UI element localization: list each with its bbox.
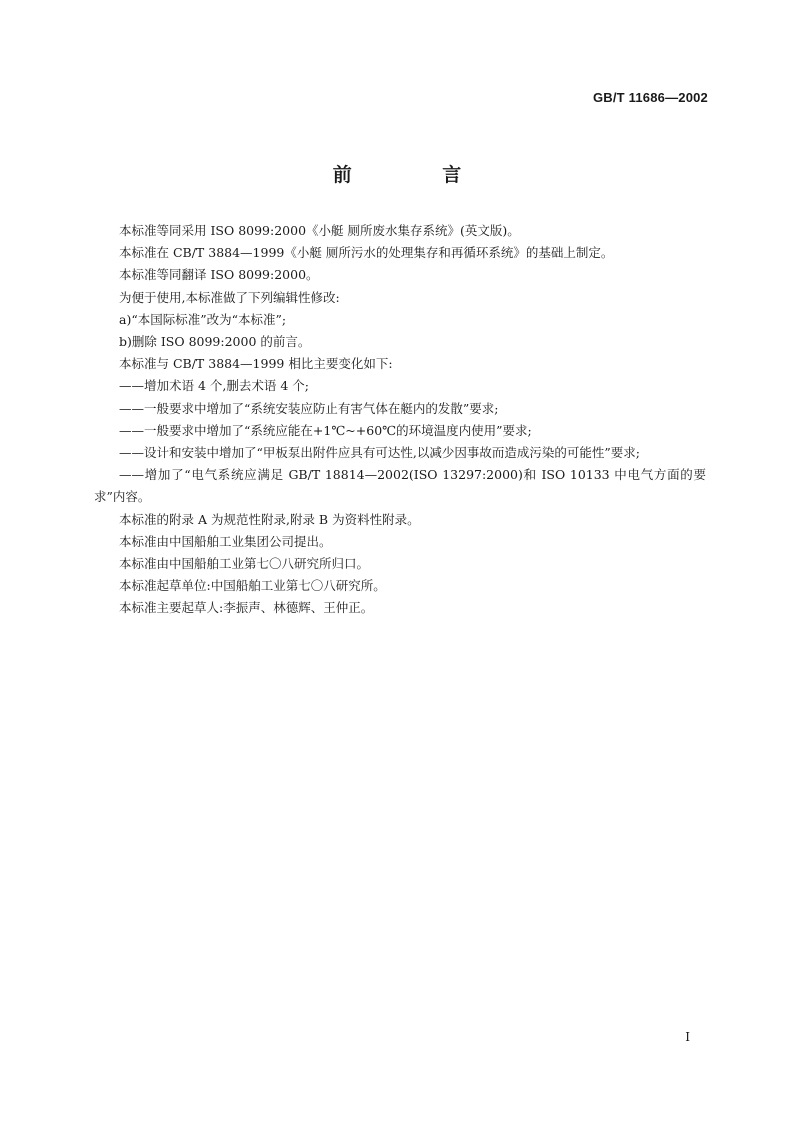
paragraph: 本标准等同翻译 ISO 8099:2000。 — [119, 267, 319, 283]
paragraph: 本标准在 CB/T 3884—1999《小艇 厕所污水的处理集存和再循环系统》的基础上制定。 — [119, 245, 614, 261]
list-item: ——增加了“电气系统应满足 GB/T 18814—2002(ISO 13297:2000)和 ISO 10133 中电气方面的要求”内容。 — [94, 467, 706, 505]
paragraph: 为便于使用,本标准做了下列编辑性修改: — [119, 289, 340, 305]
list-item: ——一般要求中增加了“系统应能在+1℃~+60℃的环境温度内使用”要求; — [119, 422, 532, 438]
paragraph: 本标准等同采用 ISO 8099:2000《小艇 厕所废水集存系统》(英文版)。 — [119, 223, 520, 238]
paragraph: 本标准的附录 A 为规范性附录,附录 B 为资料性附录。 — [119, 511, 420, 527]
list-item: b)删除 ISO 8099:2000 的前言。 — [119, 334, 311, 350]
paragraph: 本标准主要起草人:李振声、林德辉、王仲正。 — [119, 600, 374, 616]
standard-number: GB/T 11686—2002 — [592, 90, 708, 105]
page-title: 前 言 — [332, 164, 504, 186]
list-item: a)“本国际标准”改为“本标准”; — [119, 311, 287, 327]
paragraph: 本标准与 CB/T 3884—1999 相比主要变化如下: — [119, 356, 393, 372]
page-number: I — [685, 1030, 690, 1044]
list-item: ——一般要求中增加了“系统安装应防止有害气体在艇内的发散”要求; — [119, 400, 499, 416]
paragraph: 本标准由中国船舶工业集团公司提出。 — [119, 533, 332, 549]
paragraph: 本标准起草单位:中国船舶工业第七〇八研究所。 — [119, 578, 386, 594]
paragraph: 本标准由中国船舶工业第七〇八研究所归口。 — [119, 556, 370, 572]
list-item: ——增加术语 4 个,删去术语 4 个; — [119, 378, 309, 394]
foreword-body — [94, 220, 706, 620]
list-item: ——设计和安装中增加了“甲板泵出附件应具有可达性,以减少因事故而造成污染的可能性”要求; — [119, 445, 640, 461]
